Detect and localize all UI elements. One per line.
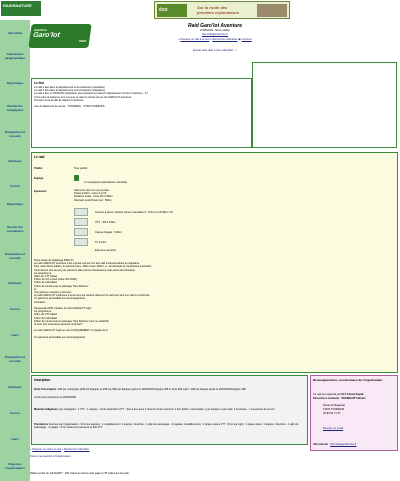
epreuves-label: Epreuves — [34, 189, 47, 193]
archery-icon — [74, 238, 88, 246]
footer-prepare-link[interactable]: Préparer ce raid à ce slot — [32, 448, 62, 451]
contact-info: Personne à contacter : PASSOUAT Fabrice — [313, 397, 366, 401]
event-logo: Aventure Garo'lot RAID — [28, 24, 91, 48]
email-link[interactable]: Envoyer un email — [323, 427, 344, 430]
phone-number: 05-53 52 71 37 — [323, 412, 341, 415]
sidebar-item-organisateurs[interactable]: Page des organisateurs — [5, 462, 25, 470]
footer-calendar-link[interactable]: Recherche Calendrier — [64, 448, 90, 451]
lieu-text: Le raid a lieu dans le département Lot-et-Garonne (Aquitaine) Le raid a lieu dans le département Lot-et-Garonne (Aquitaine) Le raid a lieu en FRANCE (Aquitaine) plus précisément dans le département du lot et Garonne - 47 C'est entre la Garonne et le Lot que se situe le terrain de jeu du GAROLOT Aventure. Tonneins sera la ville de départ et d'arrivée. Lieu du départ de la course : TONNEINS - 47400 TONNEINS — [34, 86, 148, 109]
address-line2: 47400 TONNEINS — [323, 408, 345, 411]
event-url-link[interactable]: http://raidgarolot.free.fr — [201, 33, 229, 36]
activity-item: VTT : 28 à 32km — [95, 220, 116, 224]
materiel-block: Matériel obligatoire: par coéquipier : 1 VTT - 1 casque - kit de réparation VTT - Sac à dos avec 1 réserve d'eau minimum 1 litre (bidon, camel back, ) par équipe ou par solo: 1 boussole - 1 couverture de survie — [34, 408, 275, 412]
sidebar-item-classement[interactable]: Classement géographique — [5, 52, 25, 60]
website-link[interactable]: http://raidgarolot.free.fr — [330, 443, 357, 447]
calendar-search-link[interactable]: Recherche Calendrier — [212, 38, 238, 41]
arrow-icon: » — [178, 38, 180, 41]
vtt-icon — [74, 218, 88, 226]
banner-eco-logo: éco — [157, 4, 187, 17]
public-label: Public — [34, 166, 43, 170]
sidebar-item-preparation[interactable]: Préparation et conseils — [4, 130, 26, 138]
sidebar-item-liens[interactable]: Liens — [11, 333, 19, 337]
sidebar-item-forum-2[interactable]: Forum — [10, 307, 20, 311]
equipe-value: 2 coéquipiers (assistance interdite) — [84, 180, 128, 184]
event-links — [140, 38, 290, 41]
activity-item: Course à pied, marche (avec orientation) : 6,5 km et 8,5km CO — [95, 210, 173, 214]
sidebar-item-forum[interactable]: Forum — [10, 184, 20, 188]
sidebar-item-reportages-2[interactable]: Reportages — [6, 202, 24, 206]
sidebar-item-recherche[interactable]: Recherche coéquipiers — [6, 104, 24, 112]
sidebar — [0, 20, 30, 481]
equipe-label: Equipe — [34, 176, 44, 180]
raidsnature-logo[interactable] — [1, 1, 41, 16]
website-info: Site internet : http://raidgarolot.free.fr — [313, 443, 357, 447]
public-value: Tout public — [74, 166, 88, 170]
sidebar-item-boutique[interactable]: Boutique — [8, 159, 22, 163]
activity-item: Epreuve surprise — [95, 248, 117, 252]
footer-links — [30, 448, 230, 451]
sidebar-item-recherche-2[interactable]: Recherche coéquipiers — [6, 225, 24, 233]
inscription-heading: Inscription — [34, 378, 51, 382]
activity-item: Tir à l'arc — [95, 240, 107, 244]
calendar-icons[interactable]: ▪▪ — [235, 49, 238, 52]
print-link[interactable]: Imprimer — [241, 38, 252, 41]
sidebar-item-preparation-3[interactable]: Préparation et conseils — [4, 355, 26, 363]
arrow-icon: » — [210, 38, 212, 41]
banner-text: Sur la route des premiers explorateurs — [197, 5, 240, 15]
banner-photo — [257, 4, 287, 17]
prestations-block: Prestations fournies par l'organisation : Pour les équipes : 1 ravitaillement / 1 équipe / douches - 1 gilet de sauvetage - 2 pagaies, ravitaillements : 2 pique-niques VTT : Pour les Light : 1 pique-nique / 1 équipe / douches - 1 gilet de sauvetage - 1 pagaie - Pour toutes les épreuves et kits VTT — [34, 423, 299, 430]
sidebar-item-preparation-2[interactable]: Préparation et conseils — [4, 252, 26, 260]
inscription-section — [31, 375, 308, 445]
event-logo-main: Garo'lot — [32, 32, 61, 39]
map-area[interactable] — [252, 62, 397, 148]
site-logo-text: RAIDSNATURE — [3, 3, 32, 8]
sidebar-item-reportages[interactable]: Reportages — [6, 81, 24, 85]
organisateur-info: Ce raid est organisé par ULT Canoë Kayak — [313, 393, 364, 397]
raid-section — [31, 152, 398, 373]
event-logo-raid: RAID — [78, 39, 87, 43]
event-date: 07/05/2006 - 5ème édition — [199, 29, 231, 32]
sidebar-item-boutique-3[interactable]: Boutique — [8, 385, 22, 389]
page-title: Raid Garo'lot Aventure — [187, 23, 243, 29]
sidebar-item-boutique-2[interactable]: Boutique — [8, 281, 22, 285]
lieu-heading: Le lieu — [34, 81, 45, 85]
address-line1: Route de Bugasset — [323, 404, 346, 407]
sidebar-item-forum-3[interactable]: Forum — [10, 411, 20, 415]
footer-note: Raids à partir du 23/11/2007 : 265 visites du raid à cette page et 78 visites du site web. — [30, 472, 130, 475]
sidebar-item-liens-2[interactable]: Liens — [11, 437, 19, 441]
add-calendar[interactable]: Ajouter cette date à mon calendrier : ▪▪ — [192, 49, 238, 52]
organisateur-section — [310, 375, 398, 451]
prepare-link[interactable]: Préparer ce raid à ce slot — [180, 38, 210, 41]
question-link[interactable]: Poser une question à l'organisateur — [30, 455, 71, 458]
kayak-icon — [74, 228, 88, 236]
arrow-icon: » — [30, 448, 32, 451]
team-icon — [74, 175, 79, 182]
raid-heading: Le raid — [34, 155, 45, 159]
limite-text: Limite des inscriptions le 20/05/2006 — [34, 396, 76, 399]
ad-banner[interactable] — [154, 1, 290, 19]
droit-block: Droit d'inscription: 20€ par coéquipier (40€ par Equipe) et 25€ (ou 50€ par Equipe) après le 20/05/2006 Equipe 40€ et forte 20€ Light : 20€ par Equipe après le 20/05/2006 Equipe 40€ — [34, 388, 246, 392]
running-icon — [74, 208, 88, 216]
epreuves-text: Raid mini vélo sur une journée Durée d'effort : entre 3 et 6h Distance totale : entre 25 et 50km Dénivelé positif total max : 500m — [74, 189, 113, 202]
organisateur-heading: Renseignements, coordonnées de l'organisateur — [313, 378, 383, 382]
sidebar-item-calendrier[interactable]: Calendrier — [7, 31, 23, 35]
raid-description: 5ème étape du challenge RAID 47. Le raid GAROLOT Aventure s'est imposé comme l'un des raid incontournables en Aquitaine. Pour cette 5ème édition, le parcours fera ~50km avec 1200m +/- de dénivelé et comportera 6 activités. Vous devrez tout au long du parcours faire preuve d'endurance mais aussi de technique. Au programme : 32km en VTT balisé 6,5km de CO à pied (carte IOF 2000) 6,5km de trail balisé 6,5km de canoë avec le passage "Des Roches" et Une épreuve surprise (nocturne) Le raid GAROLOT s'adresse à tous ceux qui veulent découvrir le raid pour leur 1er raid ou confirmés. Un parcours accessible aux accompagnants. Animation Nouveauté 2006 création du raid GAROLOT Light Au programme 32km de VTT balisé 6,5km de trail balisé 6,5km de canoë avec le passage "Des Roches" pour se rafraîchir et pour finir la fameuse épreuve surprise!!! Le raid GAROLOT Light se court UNIQUEMENT en équipe de 2. Un parcours accessible aux accompagnants. — [34, 259, 152, 339]
print-icon: ▣ — [238, 38, 241, 41]
activity-item: Canoë-Kayak : 6,5km — [95, 230, 122, 234]
lieu-section — [31, 78, 252, 148]
arrow-icon: » — [61, 448, 64, 451]
